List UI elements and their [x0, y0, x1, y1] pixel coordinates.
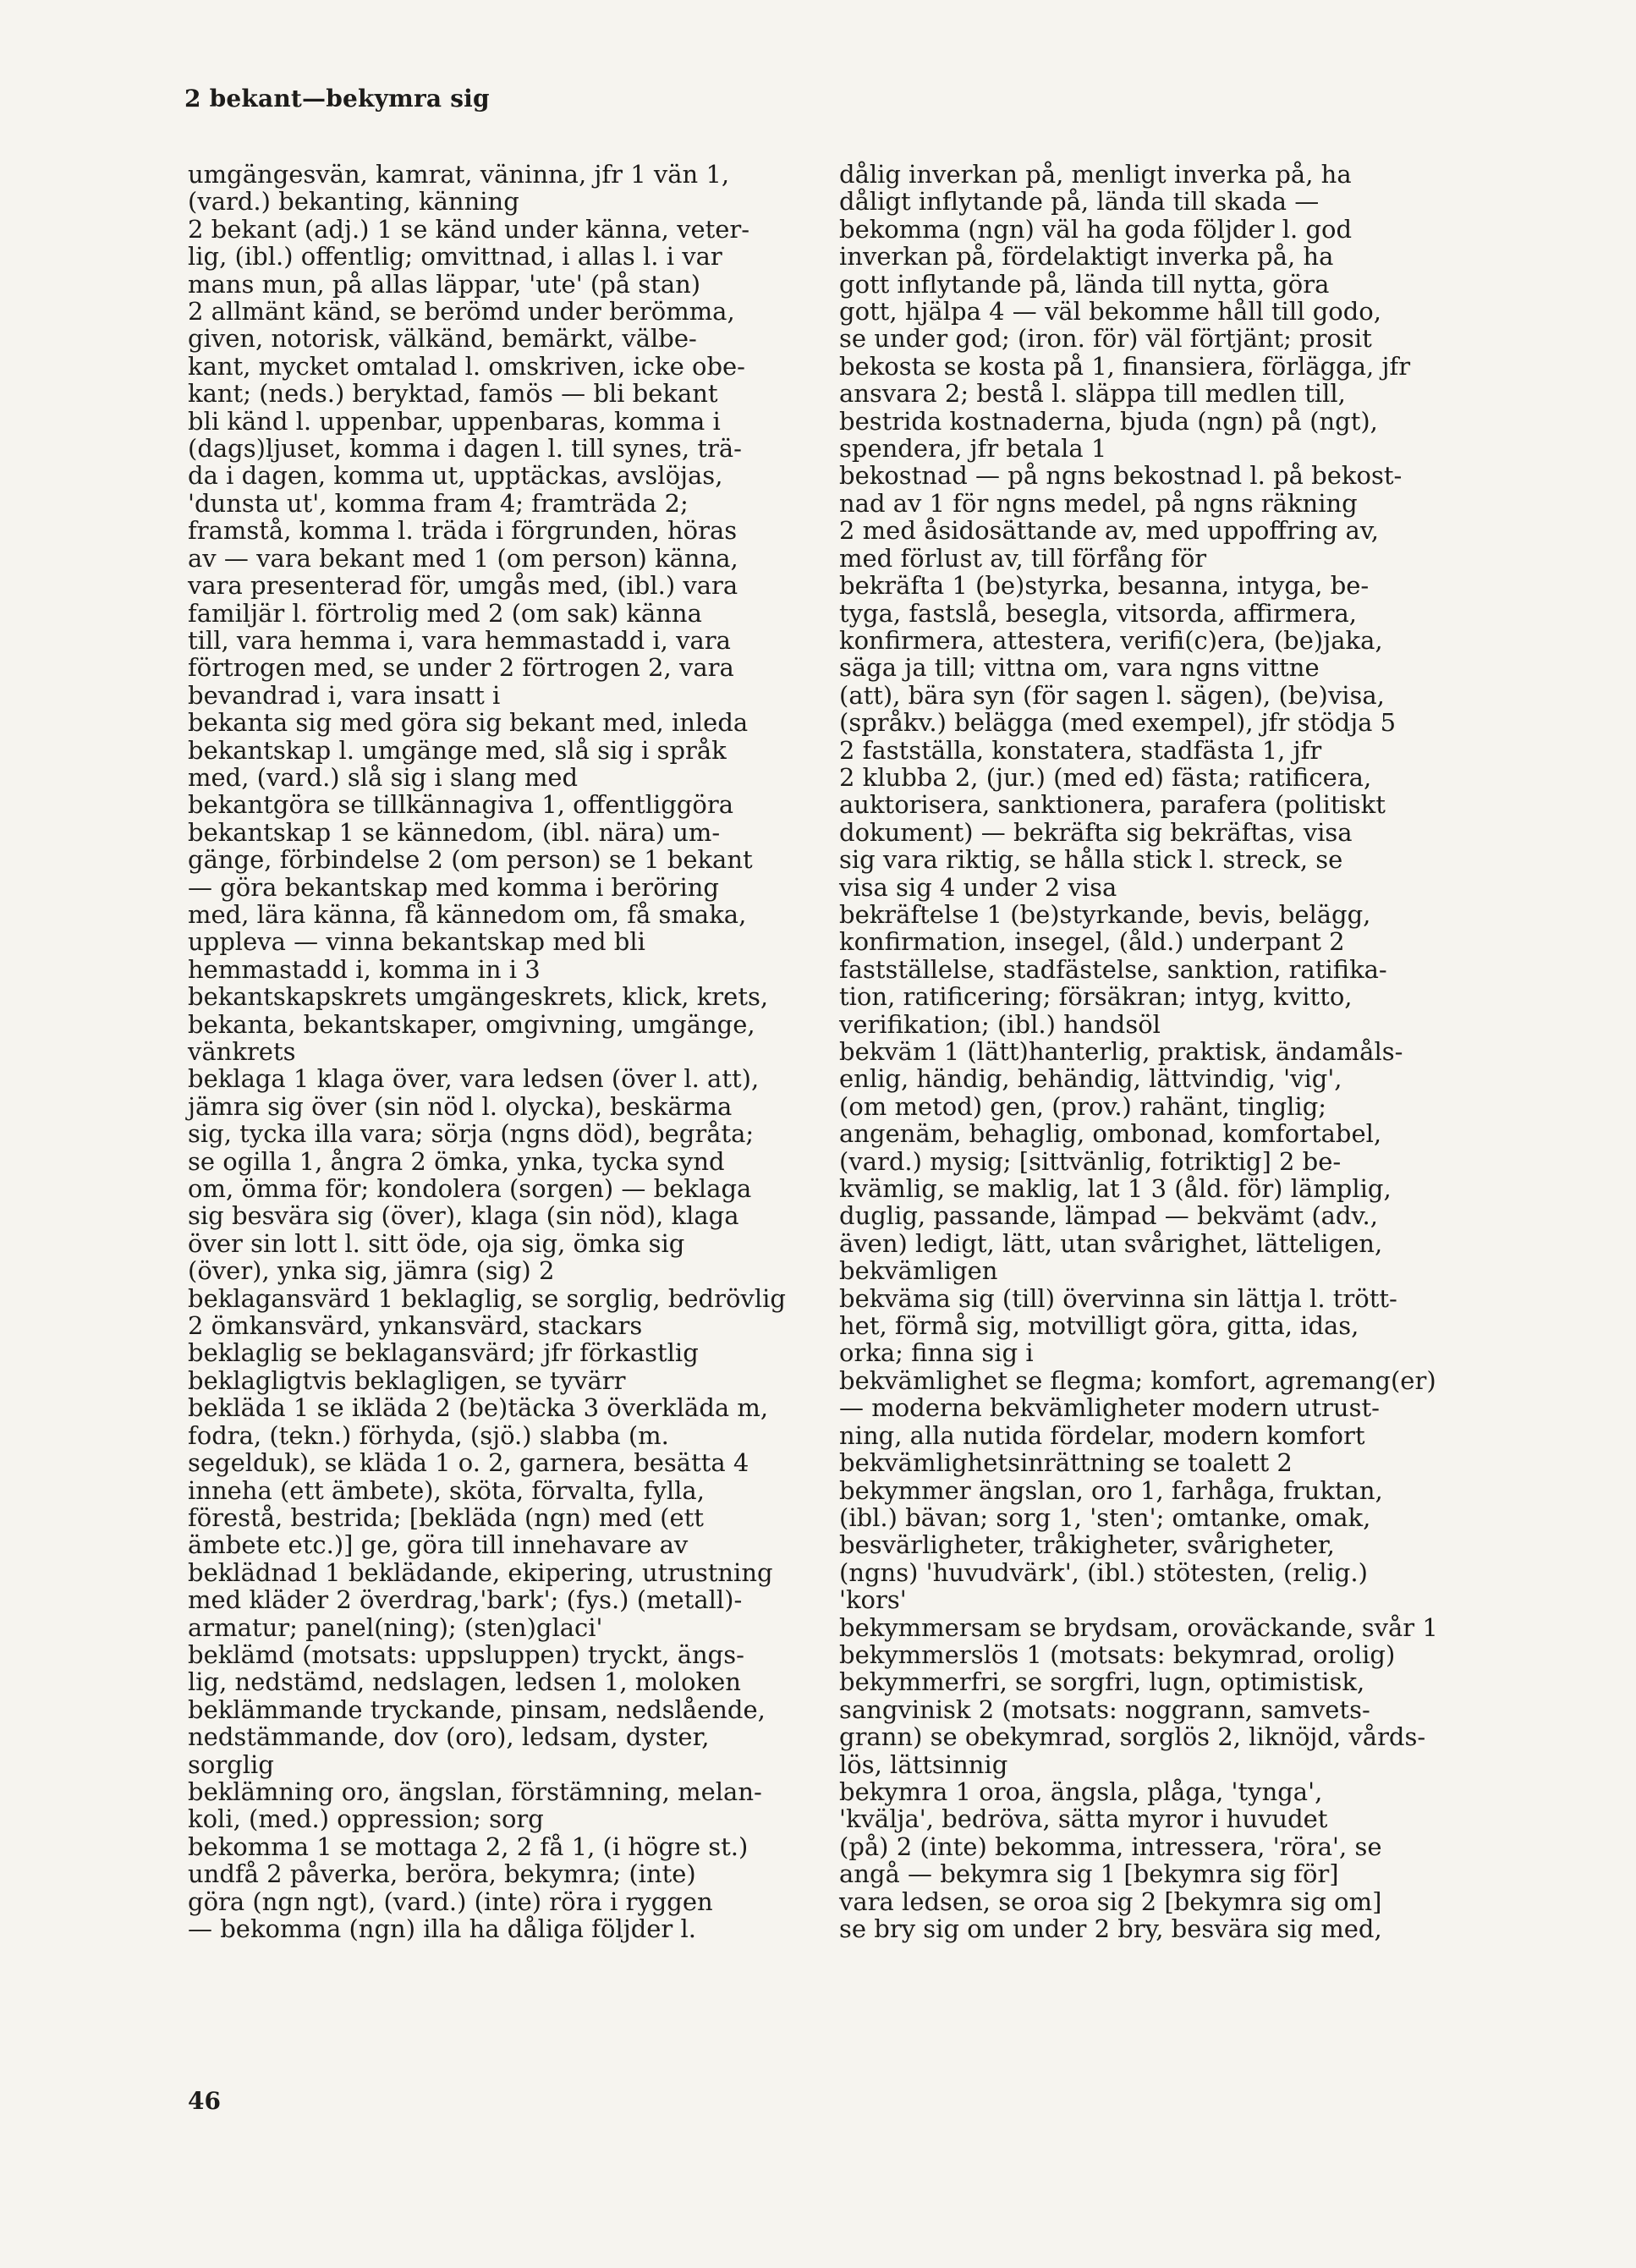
entry-line: sorglig	[188, 1749, 274, 1779]
dictionary-entry	[839, 1449, 1448, 1476]
entry-line: bekvämligen	[839, 1256, 998, 1286]
entry-line: fodra, (tekn.) förhyda, (sjö.) slabba (m.	[188, 1420, 669, 1450]
entry-line: beklädnad 1 beklädande, ekipering, utrustning	[188, 1557, 773, 1587]
entry-line: sig, tycka illa vara; sörja (ngns död), begråta;	[188, 1119, 755, 1149]
dictionary-entry	[839, 901, 1448, 1038]
entry-line: — moderna bekvämligheter modern utrust-	[839, 1393, 1380, 1423]
entry-line: göra (ngn ngt), (vard.) (inte) röra i ryggen	[188, 1886, 713, 1916]
entry-line: inneha (ett ämbete), sköta, förvalta, fylla,	[188, 1475, 705, 1505]
entry-line: bekymmersam se brydsam, oroväckande, svår 1	[839, 1612, 1438, 1642]
dictionary-entry	[188, 1559, 814, 1641]
entry-line: (att), bära syn (för sagen l. sägen), (be)visa,	[839, 680, 1385, 710]
entry-line: bekantskapskrets umgängeskrets, klick, krets,	[188, 982, 769, 1012]
entry-line: koli, (med.) oppression; sorg	[188, 1804, 544, 1834]
entry-line: beklaglig se beklagansvärd; jfr förkastlig	[188, 1338, 699, 1368]
entry-line: förtrogen med, se under 2 förtrogen 2, vara	[188, 653, 734, 683]
entry-line: 2 fastställa, konstatera, stadfästa 1, jfr	[839, 735, 1322, 765]
entry-line: (språkv.) belägga (med exempel), jfr stödja 5	[839, 708, 1397, 738]
entry-line: bekosta se kosta på 1, finansiera, förlägga, jfr	[839, 351, 1411, 381]
dictionary-entry	[188, 1833, 814, 1943]
entry-line: bekvämlighet se flegma; komfort, agremang(er)	[839, 1365, 1436, 1395]
dictionary-entry	[188, 161, 814, 216]
entry-line: 2 klubba 2, (jur.) (med ed) fästa; ratificera,	[839, 762, 1372, 792]
entry-line: (över), ynka sig, jämra (sig) 2	[188, 1256, 555, 1286]
entry-line: gänge, förbindelse 2 (om person) se 1 bekant	[188, 845, 753, 875]
entry-line: bekvämlighetsinrättning se toalett 2	[839, 1448, 1293, 1478]
dictionary-entry	[188, 1065, 814, 1284]
entry-line: säga ja till; vittna om, vara ngns vittne	[839, 653, 1320, 683]
entry-line: (på) 2 (inte) bekomma, intressera, 'röra', se	[839, 1831, 1382, 1861]
dictionary-entry	[188, 1641, 814, 1696]
entry-line: över sin lott l. sitt öde, oja sig, ömka sig	[188, 1228, 685, 1258]
entry-line: lig, nedstämd, nedslagen, ledsen 1, moloken	[188, 1667, 741, 1697]
entry-line: bekanta sig med göra sig bekant med, inleda	[188, 708, 749, 738]
entry-line: bekantgöra se tillkännagiva 1, offentliggöra	[188, 790, 734, 820]
entry-line: vara ledsen, se oroa sig 2 [bekymra sig om]	[839, 1886, 1382, 1916]
entry-line: familjär l. förtrolig med 2 (om sak) känna	[188, 598, 702, 628]
entry-line: lig, (ibl.) offentlig; omvittnad, i allas l. i var	[188, 242, 722, 272]
entry-line: med, lära känna, få kännedom om, få smaka,	[188, 899, 747, 929]
entry-line: bekväma sig (till) övervinna sin lättja l. trött-	[839, 1283, 1397, 1313]
dictionary-entry	[839, 1367, 1448, 1449]
entry-line: (vard.) bekanting, känning	[188, 187, 519, 217]
entry-line: 'kors'	[839, 1585, 907, 1615]
entry-line: sig vara riktig, se hålla stick l. streck, se	[839, 845, 1343, 875]
entry-line: bekräftelse 1 (be)styrkande, bevis, belägg,	[839, 899, 1371, 929]
entry-line: 2 allmänt känd, se berömd under berömma,	[188, 297, 735, 327]
dictionary-entry	[839, 161, 1448, 353]
entry-line: auktorisera, sanktionera, parafera (politiskt	[839, 790, 1386, 820]
entry-line: bekantskap 1 se kännedom, (ibl. nära) um-	[188, 817, 721, 847]
entry-line: lös, lättsinnig	[839, 1749, 1008, 1779]
right-column	[839, 161, 1448, 1942]
entry-line: bekomma (ngn) väl ha goda följder l. god	[839, 214, 1353, 244]
entry-line: ansvara 2; bestå l. släppa till medlen till,	[839, 379, 1346, 409]
dictionary-entry	[188, 1696, 814, 1778]
dictionary-entry	[839, 462, 1448, 572]
dictionary-entry	[188, 709, 814, 791]
entry-line: het, förmå sig, motvilligt göra, gitta, idas,	[839, 1311, 1359, 1341]
entry-line: visa sig 4 under 2 visa	[839, 872, 1117, 902]
entry-line: konfirmera, attestera, verifi(c)era, (be)jaka,	[839, 625, 1383, 655]
entry-line: beklämmande tryckande, pinsam, nedslående,	[188, 1694, 766, 1724]
entry-line: inverkan på, fördelaktigt inverka på, ha	[839, 242, 1334, 272]
page-number: 46	[188, 2087, 221, 2115]
entry-line: kvämlig, se maklig, lat 1 3 (åld. för) lämplig,	[839, 1174, 1392, 1204]
dictionary-entry	[188, 1367, 814, 1394]
entry-line: uppleva — vinna bekantskap med bli	[188, 927, 645, 957]
dictionary-entry	[188, 983, 814, 1065]
entry-line: given, notorisk, välkänd, bemärkt, välbe-	[188, 324, 697, 354]
entry-line: (om metod) gen, (prov.) rahänt, tinglig;	[839, 1091, 1327, 1121]
entry-line: 2 bekant (adj.) 1 se känd under känna, veter-	[188, 214, 750, 244]
entry-line: angenäm, behaglig, ombonad, komfortabel,	[839, 1119, 1382, 1149]
dictionary-entry	[839, 1614, 1448, 1641]
entry-line: 'dunsta ut', komma fram 4; framträda 2;	[188, 488, 689, 518]
entry-line: förestå, bestrida; [bekläda (ngn) med (ett	[188, 1502, 704, 1532]
entry-line: fastställelse, stadfästelse, sanktion, ratifika-	[839, 954, 1387, 984]
entry-line: kant, mycket omtalad l. omskriven, icke obe-	[188, 351, 745, 381]
entry-line: jämra sig över (sin nöd l. olycka), beskärma	[188, 1091, 733, 1121]
dictionary-entry	[839, 1477, 1448, 1614]
entry-line: bekläda 1 se ikläda 2 (be)täcka 3 överkläda m,	[188, 1393, 769, 1423]
entry-line: angå — bekymra sig 1 [bekymra sig för]	[839, 1859, 1339, 1889]
dictionary-entry	[188, 791, 814, 818]
entry-line: gott, hjälpa 4 — väl bekomme håll till godo,	[839, 297, 1381, 327]
entry-line: beklämning oro, ängslan, förstämning, melan-	[188, 1777, 762, 1806]
entry-line: gott inflytande på, lända till nytta, göra	[839, 269, 1330, 299]
entry-line: beklagansvärd 1 beklaglig, se sorglig, bedrövlig	[188, 1283, 786, 1313]
dictionary-entry	[839, 353, 1448, 463]
entry-line: med förlust av, till förfång för	[839, 543, 1207, 573]
dictionary-entry	[839, 1038, 1448, 1285]
entry-line: bli känd l. uppenbar, uppenbaras, komma i	[188, 406, 721, 436]
entry-line: bestrida kostnaderna, bjuda (ngn) på (ngt),	[839, 406, 1378, 436]
dictionary-entry	[839, 1641, 1448, 1778]
entry-line: segelduk), se kläda 1 o. 2, garnera, besätta 4	[188, 1448, 749, 1478]
entry-line: se under god; (iron. för) väl förtjänt; prosit	[839, 324, 1372, 354]
dictionary-entry	[188, 1285, 814, 1340]
entry-line: ning, alla nutida fördelar, modern komfort	[839, 1420, 1365, 1450]
entry-line: 'kvälja', bedröva, sätta myror i huvudet	[839, 1804, 1328, 1834]
entry-line: mans mun, på allas läppar, 'ute' (på stan)	[188, 269, 701, 299]
entry-line: spendera, jfr betala 1	[839, 434, 1107, 464]
entry-line: bekräfta 1 (be)styrka, besanna, intyga, be-	[839, 571, 1370, 601]
entry-line: armatur; panel(ning); (sten)glaci'	[188, 1612, 603, 1642]
entry-line: grann) se obekymrad, sorglös 2, liknöjd, vårds-	[839, 1722, 1426, 1752]
entry-line: tyga, fastslå, besegla, vitsorda, affirmera,	[839, 598, 1357, 628]
entry-line: bekanta, bekantskaper, omgivning, umgänge,	[188, 1009, 755, 1039]
entry-line: bekymra 1 oroa, ängsla, plåga, 'tynga',	[839, 1777, 1323, 1806]
entry-line: om, ömma för; kondolera (sorgen) — beklaga	[188, 1174, 752, 1204]
entry-line: dokument) — bekräfta sig bekräftas, visa	[839, 817, 1353, 847]
entry-line: med kläder 2 överdrag,'bark'; (fys.) (metall)-	[188, 1585, 743, 1615]
entry-line: bekymmerslös 1 (motsats: bekymrad, orolig)	[839, 1639, 1396, 1669]
entry-line: konfirmation, insegel, (åld.) underpant 2	[839, 927, 1345, 957]
entry-line: vara presenterad för, umgås med, (ibl.) vara	[188, 571, 738, 601]
entry-line: bekantskap l. umgänge med, slå sig i språk	[188, 735, 727, 765]
dictionary-entry	[188, 1778, 814, 1833]
entry-line: även) ledigt, lätt, utan svårighet, lätteligen,	[839, 1228, 1383, 1258]
entry-line: till, vara hemma i, vara hemmastadd i, vara	[188, 625, 731, 655]
dictionary-entry	[839, 1778, 1448, 1942]
entry-line: enlig, händig, behändig, lättvindig, 'vig',	[839, 1064, 1342, 1094]
entry-line: se ogilla 1, ångra 2 ömka, ynka, tycka synd	[188, 1146, 725, 1176]
entry-line: nedstämmande, dov (oro), ledsam, dyster,	[188, 1722, 710, 1752]
entry-line: (dags)ljuset, komma i dagen l. till synes, trä-	[188, 434, 742, 464]
entry-line: beklaga 1 klaga över, vara ledsen (över l. att),	[188, 1064, 760, 1094]
dictionary-entry	[839, 1285, 1448, 1367]
entry-line: 2 ömkansvärd, ynkansvärd, stackars	[188, 1311, 643, 1341]
entry-line: beklämd (motsats: uppsluppen) tryckt, ängs-	[188, 1639, 744, 1669]
entry-line: ämbete etc.)] ge, göra till innehavare av	[188, 1530, 689, 1560]
entry-line: sangvinisk 2 (motsats: noggrann, samvets-	[839, 1694, 1370, 1724]
entry-line: beklagligtvis beklagligen, se tyvärr	[188, 1365, 626, 1395]
entry-line: bekväm 1 (lätt)hanterlig, praktisk, ändamåls-	[839, 1037, 1403, 1066]
entry-line: av — vara bekant med 1 (om person) känna,	[188, 543, 738, 573]
entry-line: orka; finna sig i	[839, 1338, 1034, 1368]
entry-line: — göra bekantskap med komma i beröring	[188, 872, 719, 902]
left-column	[188, 161, 814, 1942]
entry-line: med, (vard.) slå sig i slang med	[188, 762, 579, 792]
entry-line: vänkrets	[188, 1037, 296, 1066]
entry-line: dåligt inflytande på, lända till skada —	[839, 187, 1320, 217]
entry-line: bekomma 1 se mottaga 2, 2 få 1, (i högre st.)	[188, 1831, 749, 1861]
entry-line: se bry sig om under 2 bry, besvära sig med,	[839, 1914, 1382, 1943]
entry-line: (ibl.) bävan; sorg 1, 'sten'; omtanke, omak,	[839, 1502, 1371, 1532]
entry-line: besvärligheter, tråkigheter, svårigheter,	[839, 1530, 1335, 1560]
entry-line: kant; (neds.) beryktad, famös — bli bekant	[188, 379, 718, 409]
entry-line: tion, ratificering; försäkran; intyg, kvitto,	[839, 982, 1353, 1012]
entry-line: bekostnad — på ngns bekostnad l. på bekost-	[839, 461, 1403, 491]
entry-line: — bekomma (ngn) illa ha dåliga följder l.	[188, 1914, 696, 1943]
dictionary-entry	[839, 572, 1448, 901]
dictionary-entry	[188, 819, 814, 983]
entry-line: framstå, komma l. träda i förgrunden, höras	[188, 516, 738, 546]
entry-line: undfå 2 påverka, beröra, bekymra; (inte)	[188, 1859, 696, 1889]
entry-line: verifikation; (ibl.) handsöl	[839, 1009, 1161, 1039]
entry-line: hemmastadd i, komma in i 3	[188, 954, 541, 984]
entry-line: 2 med åsidosättande av, med uppoffring av,	[839, 516, 1379, 546]
entry-line: bekymmerfri, se sorgfri, lugn, optimistisk,	[839, 1667, 1365, 1697]
entry-line: bevandrad i, vara insatt i	[188, 680, 501, 710]
entry-line: da i dagen, komma ut, upptäckas, avslöjas,	[188, 461, 723, 491]
dictionary-entry	[188, 1394, 814, 1558]
entry-line: (vard.) mysig; [sittvänlig, fotriktig] 2 be-	[839, 1146, 1342, 1176]
entry-line: dålig inverkan på, menligt inverka på, ha	[839, 160, 1352, 189]
entry-line: sig besvära sig (över), klaga (sin nöd), klaga	[188, 1201, 739, 1231]
entry-line: nad av 1 för ngns medel, på ngns räkning	[839, 488, 1358, 518]
running-head: 2 bekant—bekymra sig	[184, 85, 490, 113]
entry-line: umgängesvän, kamrat, väninna, jfr 1 vän 1,	[188, 160, 730, 189]
dictionary-entry	[188, 1339, 814, 1366]
entry-line: bekymmer ängslan, oro 1, farhåga, fruktan,	[839, 1475, 1383, 1505]
dictionary-entry	[188, 216, 814, 709]
entry-line: duglig, passande, lämpad — bekvämt (adv.,	[839, 1201, 1378, 1231]
entry-line: (ngns) 'huvudvärk', (ibl.) stötesten, (relig.)	[839, 1557, 1368, 1587]
